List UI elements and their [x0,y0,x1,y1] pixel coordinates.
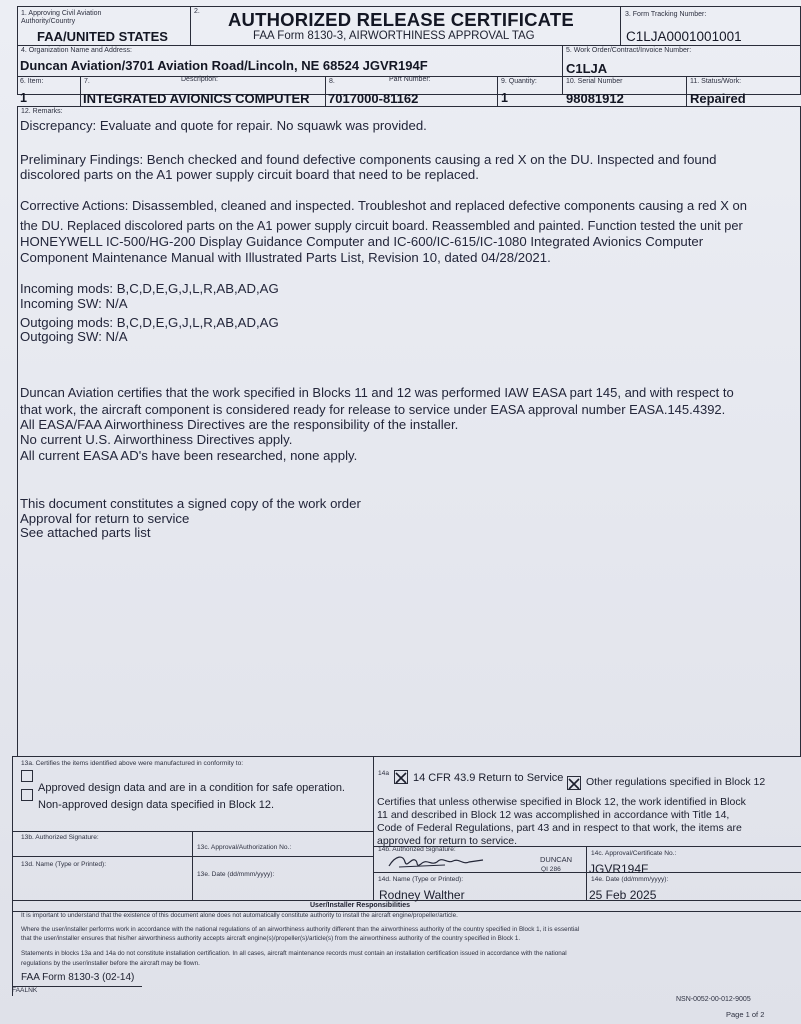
remark-line: Component Maintenance Manual with Illustrated Parts List, Revision 10, dated 04/28/2021. [20,250,551,265]
organization-name-address: Duncan Aviation/3701 Aviation Road/Lincoln, NE 68524 JGVR194F [20,58,428,73]
block14d-label: 14d. Name (Type or Printed): [378,876,464,883]
remark-line: No current U.S. Airworthiness Directives apply. [20,432,293,447]
part-number-num: 8. [329,78,335,85]
block13b-label: 13b. Authorized Signature: [21,834,99,841]
stamp-line: QI 286 [541,866,561,873]
block14-cert-line: approved for return to service. [377,835,518,847]
remark-line: the DU. Replaced discolored parts on the A1 power supply circuit board. Reassembled and painted. Function tested the unit per [20,218,743,233]
remark-line: All current EASA AD's have been researched, none apply. [20,448,358,463]
remark-line: Preliminary Findings: Bench checked and found defective components causing a red X on the DU. Inspected and found [20,152,717,167]
status-label: 11. Status/Work: [690,78,742,85]
remark-line: Corrective Actions: Disassembled, cleaned and inspected. Troubleshot and replaced defective components causing a red X on [20,198,747,213]
cfr-43-9-text: 14 CFR 43.9 Return to Service [413,772,564,784]
certificate-title: AUTHORIZED RELEASE CERTIFICATE [228,9,574,30]
remark-line: This document constitutes a signed copy of the work order [20,496,361,511]
remark-line: Outgoing mods: B,C,D,E,G,J,L,R,AB,AD,AG [20,315,279,330]
checkmark-x-icon [568,778,580,790]
quantity-value: 1 [501,91,508,105]
block14a-label: 14a [378,770,390,777]
authorized-signature [385,850,495,872]
description-number: 7. [84,78,90,85]
block13d-label: 13d. Name (Type or Printed): [21,861,107,868]
form-number: FAA Form 8130-3 (02-14) [21,972,135,983]
certificate-subtitle: FAA Form 8130-3, AIRWORTHINESS APPROVAL TAG [253,30,535,42]
block14-cert-line: Code of Federal Regulations, part 43 and in respect to that work, the items are [377,822,742,834]
remark-line: All EASA/FAA Airworthiness Directives are the responsibility of the installer. [20,417,459,432]
block2-label: 2. [194,8,200,15]
approval-certificate-number: JGVR194F [589,862,649,876]
checkmark-x-icon [395,772,407,784]
other-regulations-text: Other regulations specified in Block 12 [586,776,766,788]
release-date: 25 Feb 2025 [589,888,657,902]
quantity-label: 9. Quantity: [501,78,537,85]
description-label: Description: [181,76,218,83]
description-value: INTEGRATED AVIONICS COMPUTER [83,91,310,106]
status-value: Repaired [690,91,746,106]
block14c-label: 14c. Approval/Certificate No.: [591,850,677,857]
remark-line: See attached parts list [20,525,151,540]
remark-line: that work, the aircraft component is considered ready for release to service under EASA approval number EASA.145.4392. [20,402,726,417]
footer-line: Statements in blocks 13a and 14a do not constitute installation certification. In all cases, aircraft maintenance records must contain an installation certification issued in accordance with the national [21,950,567,957]
block3-label: 3. Form Tracking Number: [625,11,707,18]
remark-line: Discrepancy: Evaluate and quote for repair. No squawk was provided. [20,118,427,133]
part-number-value: 7017000-81162 [328,91,419,106]
approved-design-text: Approved design data and are in a condition for safe operation. [38,782,345,794]
footer-line: Where the user/installer performs work in accordance with the national regulations of an airworthiness authority different than the airworthiness authority of the country specified in Block 1, it is essential [21,926,580,933]
remark-line: Incoming mods: B,C,D,E,G,J,L,R,AB,AD,AG [20,281,279,296]
serial-number-value: 98081912 [566,91,624,106]
block14e-label: 14e. Date (dd/mmm/yyyy): [591,876,669,883]
approved-design-checkbox[interactable] [21,770,33,782]
item-label: 6. Item: [20,78,44,85]
remark-line: Approval for return to service [20,511,190,526]
remark-line: discolored parts on the A1 power supply circuit board that need to be replaced. [20,167,479,182]
block5-label: 5. Work Order/Contract/Invoice Number: [566,47,692,54]
non-approved-design-checkbox[interactable] [21,789,33,801]
other-regulations-checkbox-checked[interactable] [567,776,581,790]
remark-line: HONEYWELL IC-500/HG-200 Display Guidance Computer and IC-600/IC-615/IC-1080 Integrated Avionics Computer [20,234,704,249]
printed-name: Rodney Walther [379,888,465,902]
nsn-number: NSN-0052-00-012-9005 [676,996,751,1003]
remark-line: Duncan Aviation certifies that the work specified in Blocks 11 and 12 was performed IAW EASA part 145, and with respect to [20,385,734,400]
page-number: Page 1 of 2 [726,1010,765,1019]
work-order-number: C1LJA [566,61,608,76]
faalnk-label: FAALNK [12,987,38,994]
footer-line: It is important to understand that the existence of this document alone does not automatically constitute authority to install the aircraft engine/propeller/article. [21,912,458,919]
part-number-label: Part Number: [389,76,431,83]
block13c-label: 13c. Approval/Authorization No.: [197,844,292,851]
form-tracking-number: C1LJA0001001001 [626,29,742,44]
block4-label: 4. Organization Name and Address: [21,47,132,54]
block14-cert-line: 11 and described in Block 12 was accomplished in accordance with Title 14, [377,809,730,821]
remark-line: Outgoing SW: N/A [20,329,128,344]
block14b-label: 14b. Authorized Signature: [378,846,456,853]
block1-value: FAA/UNITED STATES [37,29,168,44]
remarks-label: 12. Remarks: [21,108,63,115]
block14-cert-line: Certifies that unless otherwise specified in Block 12, the work identified in Block [377,796,746,808]
stamp-line: DUNCAN [540,855,573,864]
block1-label: 1. Approving Civil Aviation Authority/Country [21,10,102,25]
block13a-label: 13a. Certifies the items identified above were manufactured in conformity to: [21,760,244,767]
item-value: 1 [20,91,27,105]
non-approved-design-text: Non-approved design data specified in Block 12. [38,799,275,811]
remark-line: Incoming SW: N/A [20,296,128,311]
responsibilities-title: User/Installer Responsibilities [310,902,410,909]
footer-line: that the user/installer ensures that his/her airworthiness authority accepts aircraft engine(s)/propeller(s)/article(s) from the airworthiness authority of the country specified in Block 1. [21,935,521,942]
footer-line: regulations by the user/installer before the aircraft may be flown. [21,960,200,967]
serial-number-label: 10. Serial Number [566,78,623,85]
block13e-label: 13e. Date (dd/mmm/yyyy): [197,871,275,878]
return-to-service-checkbox-checked[interactable] [394,770,408,784]
